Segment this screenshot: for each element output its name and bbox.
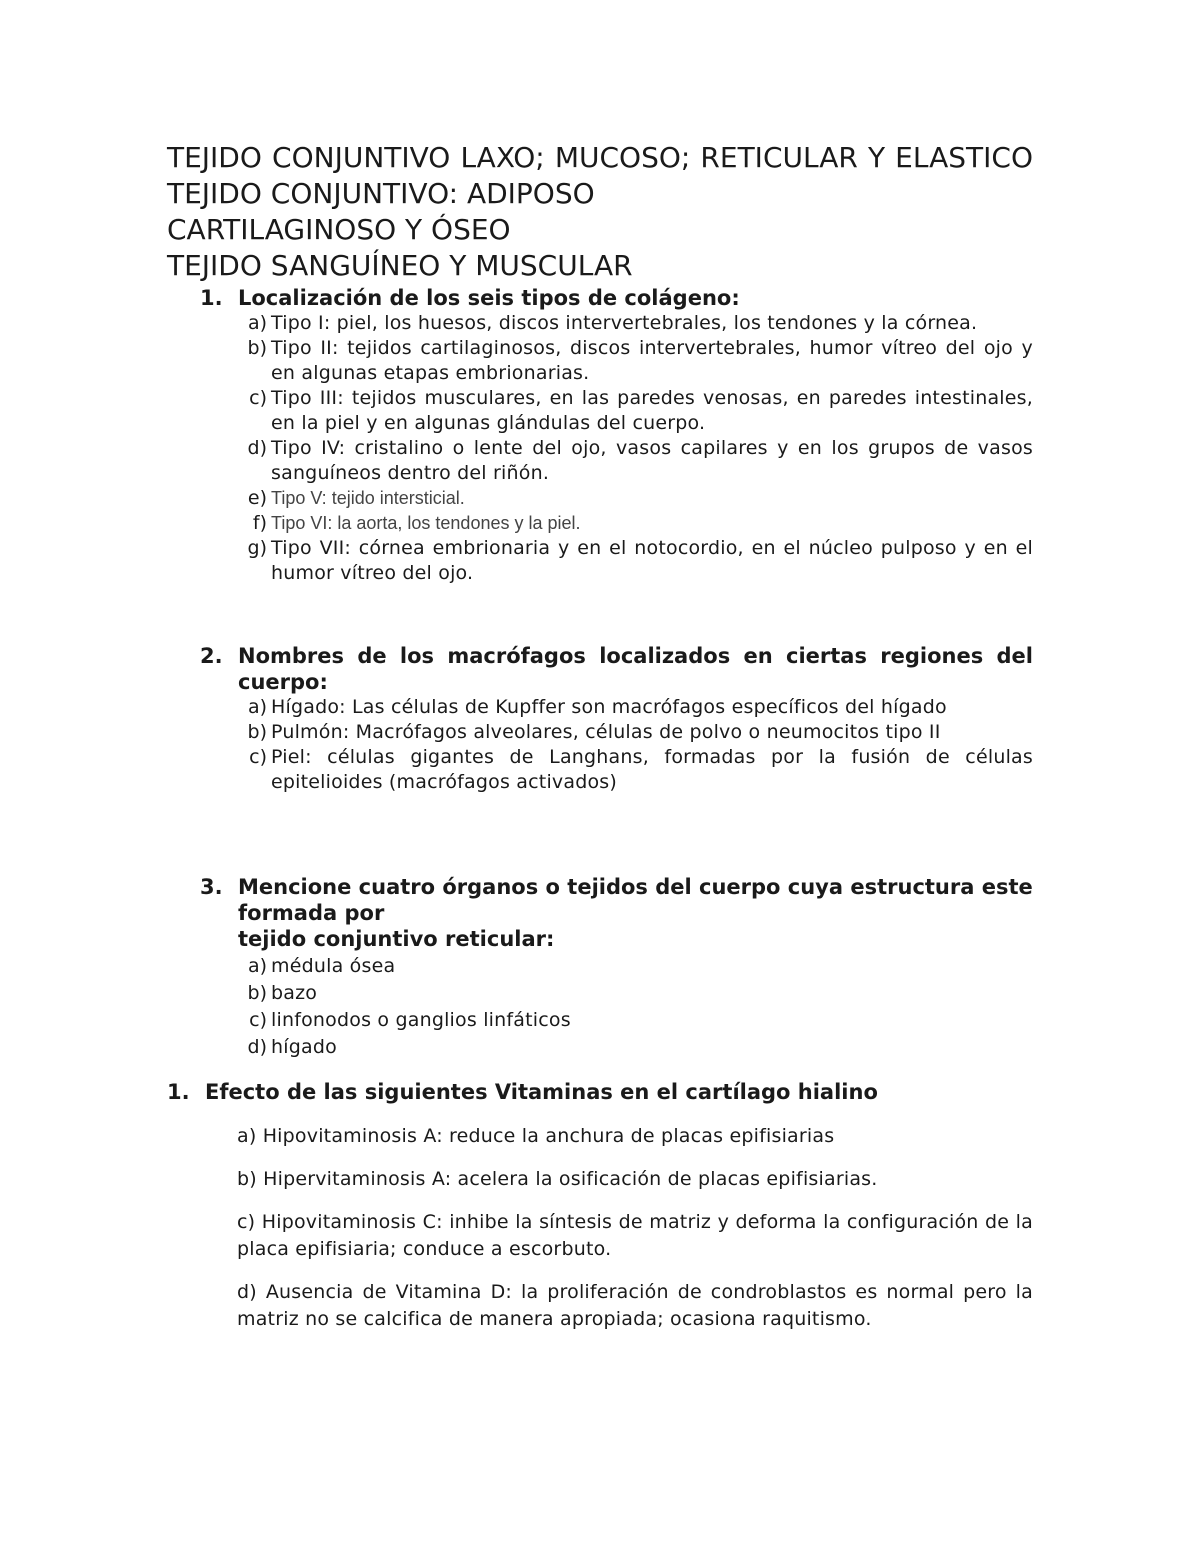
title-line-1: TEJIDO CONJUNTIVO LAXO; MUCOSO; RETICULAR Y ELASTICO TEJIDO CONJUNTIVO: ADIPOSO — [167, 141, 1033, 210]
list-item — [200, 953, 1033, 980]
item-letter: a) — [247, 312, 267, 334]
list-item — [200, 980, 1033, 1007]
question-vitamins — [167, 1079, 1033, 1333]
item-text: Tipo I: piel, los huesos, discos intervertebrales, los tendones y la córnea. — [271, 312, 978, 334]
question-vitamins-heading — [167, 1079, 1033, 1105]
item-text: Tipo VII: córnea embrionaria y en el notocordio, en el núcleo pulposo y en el humor vítreo del ojo. — [271, 537, 1033, 584]
title-line-2: CARTILAGINOSO Y ÓSEO — [167, 213, 511, 246]
question-2-list — [200, 695, 1033, 795]
list-item — [200, 1034, 1033, 1061]
list-item — [200, 720, 1033, 745]
item-letter: e) — [247, 487, 267, 509]
item-text: Tipo III: tejidos musculares, en las paredes venosas, en paredes intestinales, en la piel y en algunas glándulas del cuerpo. — [271, 387, 1033, 434]
question-text — [238, 874, 1033, 952]
item-text: Tipo V: tejido intersticial. — [271, 488, 465, 508]
item-text: Tipo VI: la aorta, los tendones y la piel. — [271, 513, 581, 533]
vitamin-paragraph: d) Ausencia de Vitamina D: la proliferación de condroblastos es normal pero la matriz no se calcifica de manera apropiada; ocasiona raquitismo. — [237, 1281, 1033, 1330]
item-text: Tipo IV: cristalino o lente del ojo, vasos capilares y en los grupos de vasos sanguíneos dentro del riñón. — [271, 437, 1033, 484]
list-item — [200, 1007, 1033, 1034]
question-number: 2. — [200, 644, 223, 668]
question-1-heading — [200, 285, 1033, 311]
item-letter: a) — [247, 696, 267, 718]
question-text-line-1: Mencione cuatro órganos o tejidos del cuerpo cuya estructura este formada por — [238, 875, 1033, 925]
item-text: Hígado: Las células de Kupffer son macrófagos específicos del hígado — [271, 696, 947, 718]
item-text: hígado — [271, 1036, 337, 1058]
list-item — [200, 336, 1033, 386]
item-letter: b) — [247, 721, 267, 743]
question-1-list — [200, 311, 1033, 586]
list-item — [200, 311, 1033, 336]
item-letter: d) — [247, 1036, 267, 1058]
question-3-list — [200, 953, 1033, 1061]
question-3-heading — [200, 874, 1033, 952]
vitamin-paragraph: b) Hipervitaminosis A: acelera la osificación de placas epifisiarias. — [237, 1168, 878, 1190]
list-item — [200, 695, 1033, 720]
item-text: linfonodos o ganglios linfáticos — [271, 1009, 571, 1031]
item-letter: c) — [249, 1009, 267, 1031]
question-3 — [200, 874, 1033, 1061]
question-text: Efecto de las siguientes Vitaminas en el cartílago hialino — [205, 1080, 878, 1104]
item-letter: f) — [252, 512, 267, 534]
list-item — [200, 486, 1033, 511]
item-text: Pulmón: Macrófagos alveolares, células de polvo o neumocitos tipo II — [271, 721, 941, 743]
item-letter: b) — [247, 337, 267, 359]
question-text: Nombres de los macrófagos localizados en ciertas regiones del cuerpo: — [238, 644, 1033, 694]
question-number: 1. — [167, 1080, 190, 1104]
list-item — [200, 536, 1033, 586]
list-item — [200, 511, 1033, 536]
item-text: médula ósea — [271, 955, 396, 977]
item-letter: c) — [249, 387, 267, 409]
vitamin-paragraph: c) Hipovitaminosis C: inhibe la síntesis de matriz y deforma la configuración de la placa epifisiaria; conduce a escorbuto. — [237, 1211, 1033, 1260]
title-line-3: TEJIDO SANGUÍNEO Y MUSCULAR — [167, 249, 633, 282]
question-text-line-2: tejido conjuntivo reticular: — [238, 927, 555, 951]
question-text: Localización de los seis tipos de colágeno: — [238, 286, 740, 310]
list-item — [200, 745, 1033, 795]
item-letter: c) — [249, 746, 267, 768]
list-item — [200, 436, 1033, 486]
list-item — [200, 386, 1033, 436]
question-number: 1. — [200, 286, 223, 310]
question-1 — [200, 285, 1033, 586]
item-text: Tipo II: tejidos cartilaginosos, discos intervertebrales, humor vítreo del ojo y en algunas etapas embrionarias. — [271, 337, 1033, 384]
item-letter: d) — [247, 437, 267, 459]
vitamin-paragraph: a) Hipovitaminosis A: reduce la anchura de placas epifisiarias — [237, 1125, 835, 1147]
item-letter: a) — [247, 955, 267, 977]
item-text: Piel: células gigantes de Langhans, formadas por la fusión de células epitelioides (macrófagos activados) — [271, 746, 1033, 793]
item-text: bazo — [271, 982, 318, 1004]
item-letter: g) — [247, 537, 267, 559]
question-2 — [200, 643, 1033, 795]
item-letter: b) — [247, 982, 267, 1004]
document-title — [167, 140, 1033, 284]
question-2-heading — [200, 643, 1033, 695]
question-number: 3. — [200, 875, 223, 899]
